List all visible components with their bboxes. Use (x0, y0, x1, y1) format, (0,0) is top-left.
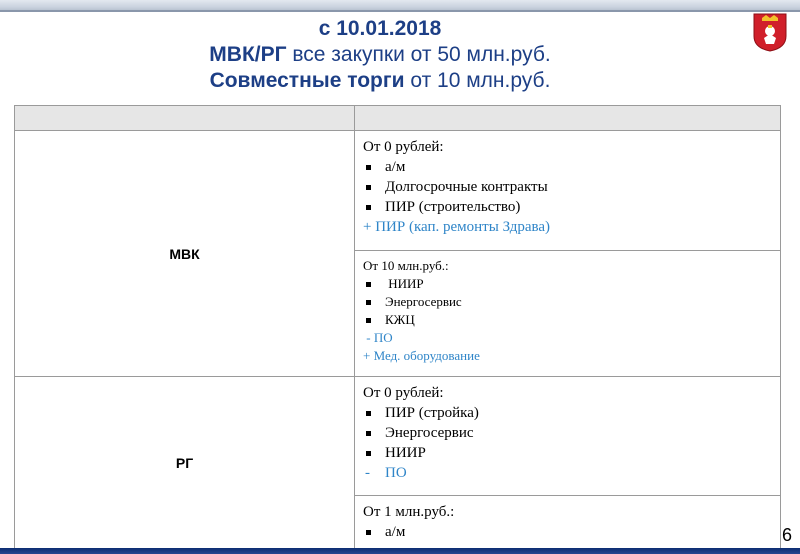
list-item: НИИР (363, 275, 772, 293)
list-item: ПИР (строительство) (363, 197, 772, 217)
list-item: КЖЦ (363, 311, 772, 329)
row-label-mvk: МВК (15, 131, 355, 377)
title-line-2-bold: МВК/РГ (209, 43, 287, 66)
title-line-3-bold: Совместные торги (209, 69, 405, 92)
mvk-block-1-heading: От 0 рублей: (363, 139, 444, 155)
rg-block-1-heading: От 0 рублей: (363, 385, 444, 401)
rg-block-2-heading: От 1 млн.руб.: (363, 504, 455, 520)
list-item: Энергосервис (363, 293, 772, 311)
header-cell-left (15, 106, 355, 131)
list-item: Энергосервис (363, 423, 772, 443)
mvk-block-2 (355, 251, 781, 377)
title-line-3-rest: от 10 млн.руб. (404, 69, 551, 92)
header-cell-right (355, 106, 781, 131)
mvk-block-1-note: + ПИР (кап. ремонты Здрава) (363, 219, 551, 235)
table-header-row (15, 106, 781, 131)
list-item: НИИР (363, 443, 772, 463)
mvk-block-2-note-1: - ПО (363, 330, 393, 345)
title-line-2-rest: все закупки от 50 млн.руб. (286, 43, 551, 66)
table-row-rg-1 (15, 377, 781, 496)
list-item: Долгосрочные контракты (363, 177, 772, 197)
list-item: ПИР (стройка) (363, 403, 772, 423)
list-item: а/м (363, 157, 772, 177)
mvk-block-2-heading: От 10 млн.руб.: (363, 258, 449, 273)
rg-block-1-dash-item: - ПО (365, 465, 407, 481)
table-row-mvk-1 (15, 131, 781, 251)
moscow-region-emblem-icon (752, 12, 788, 52)
bottom-decor-bar (0, 548, 800, 554)
row-label-rg: РГ (15, 377, 355, 549)
top-decor-bar (0, 0, 800, 12)
list-item: а/м (363, 522, 772, 542)
mvk-block-2-note-2: + Мед. оборудование (363, 348, 480, 363)
rg-block-1-dash-text: ПО (385, 465, 407, 481)
title-line-1: с 10.01.2018 (318, 17, 442, 40)
slide-title (0, 16, 760, 94)
rg-block-2 (355, 496, 781, 549)
slide-number: 6 (781, 525, 792, 545)
procurement-table (14, 105, 781, 549)
mvk-block-1 (355, 131, 781, 251)
rg-block-1 (355, 377, 781, 496)
